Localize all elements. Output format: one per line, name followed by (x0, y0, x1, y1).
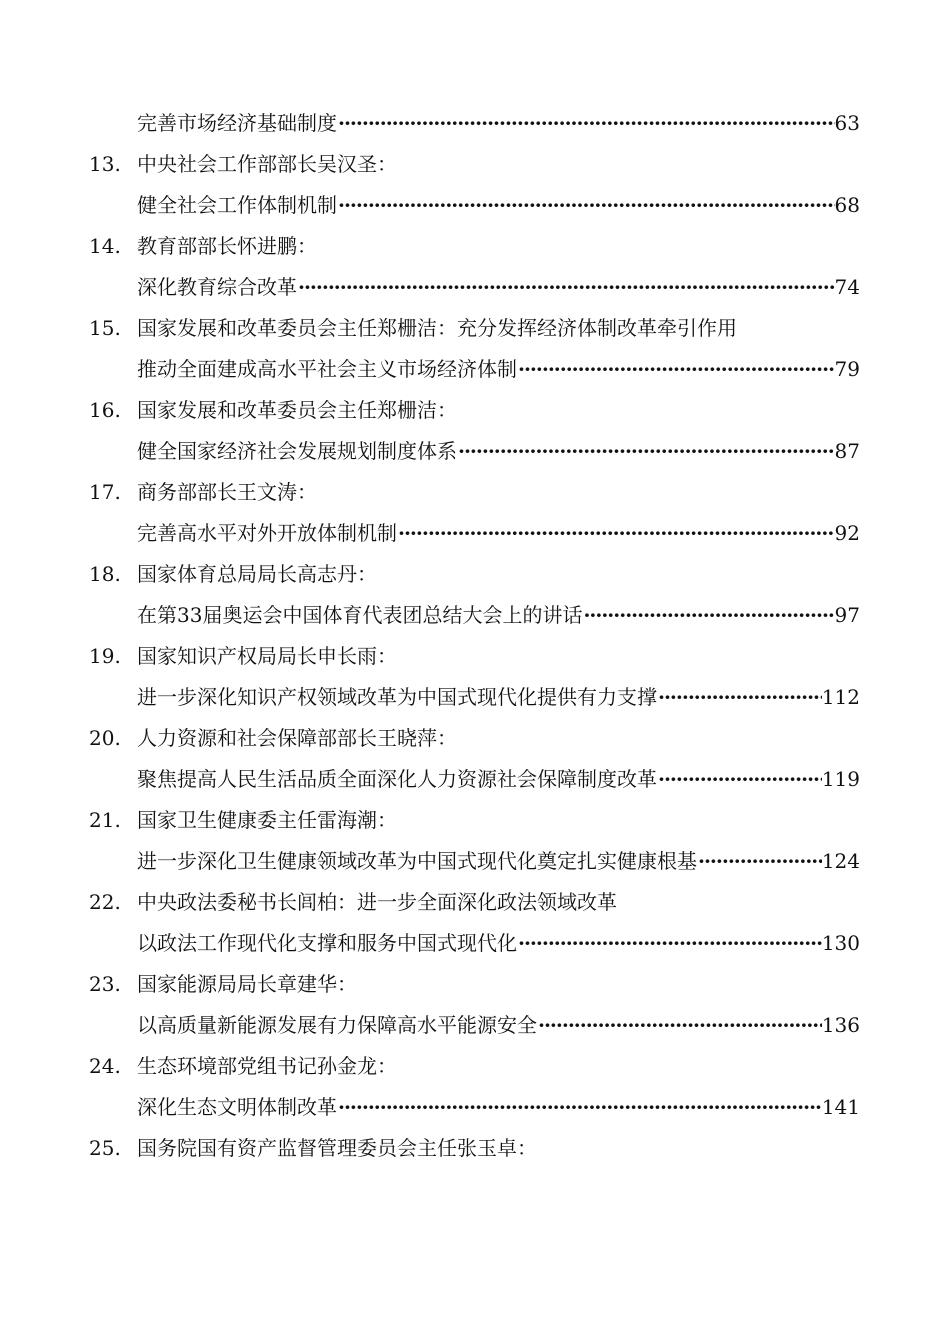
page-number: 63 (834, 111, 860, 135)
entry-author: 国家发展和改革委员会主任郑栅洁：充分发挥经济体制改革牵引作用 (137, 316, 737, 340)
toc-entry-title-line (137, 928, 860, 958)
toc-entry-title-line (137, 108, 860, 138)
entry-title: 完善高水平对外开放体制机制 (137, 521, 397, 545)
entry-number: 14. (89, 234, 121, 258)
page-number: 68 (834, 193, 860, 217)
page-number: 130 (821, 931, 860, 955)
entry-number: 17. (89, 480, 121, 504)
toc-entry-title-line (137, 600, 860, 630)
toc-entry-heading (89, 477, 849, 507)
dot-leader (537, 1010, 822, 1040)
dot-leader (517, 928, 822, 958)
entry-author: 中央社会工作部部长吴汉圣： (137, 152, 397, 176)
page-number: 136 (821, 1013, 860, 1037)
toc-entry-heading (89, 1133, 849, 1163)
toc-entry-heading (89, 805, 849, 835)
page-number: 119 (821, 767, 860, 791)
page-number: 87 (834, 439, 860, 463)
page-number: 97 (834, 603, 860, 627)
entry-number: 13. (89, 152, 121, 176)
dot-leader (517, 354, 835, 384)
dot-leader (337, 1092, 822, 1122)
entry-author: 人力资源和社会保障部部长王晓萍： (137, 726, 457, 750)
toc-entry-title-line (137, 190, 860, 220)
dot-leader (657, 764, 822, 794)
entry-author: 国家发展和改革委员会主任郑栅洁： (137, 398, 457, 422)
toc-entry-title-line (137, 682, 860, 712)
entry-author: 国家卫生健康委主任雷海潮： (137, 808, 397, 832)
toc-entry-title-line (137, 518, 860, 548)
toc-entry-heading (89, 969, 849, 999)
toc-entry-heading (89, 641, 849, 671)
page-number: 92 (834, 521, 860, 545)
entry-author: 生态环境部党组书记孙金龙： (137, 1054, 397, 1078)
dot-leader (697, 846, 822, 876)
entry-author: 商务部部长王文涛： (137, 480, 317, 504)
entry-title: 在第33届奥运会中国体育代表团总结大会上的讲话 (137, 603, 583, 627)
entry-title: 推动全面建成高水平社会主义市场经济体制 (137, 357, 517, 381)
entry-title: 以政法工作现代化支撑和服务中国式现代化 (137, 931, 517, 955)
dot-leader (297, 272, 835, 302)
toc-entry-heading (89, 559, 849, 589)
entry-number: 24. (89, 1054, 121, 1078)
entry-number: 25. (89, 1136, 121, 1160)
entry-number: 23. (89, 972, 121, 996)
entry-number: 16. (89, 398, 121, 422)
entry-title: 以高质量新能源发展有力保障高水平能源安全 (137, 1013, 537, 1037)
entry-author: 国家能源局局长章建华： (137, 972, 357, 996)
entry-author: 国家知识产权局局长申长雨： (137, 644, 397, 668)
entry-title: 深化生态文明体制改革 (137, 1095, 337, 1119)
dot-leader (657, 682, 822, 712)
toc-entry-heading (89, 887, 849, 917)
toc-entry-title-line (137, 354, 860, 384)
toc-entry-heading (89, 313, 849, 343)
dot-leader (457, 436, 835, 466)
entry-number: 22. (89, 890, 121, 914)
dot-leader (582, 600, 834, 630)
entry-title: 进一步深化卫生健康领域改革为中国式现代化奠定扎实健康根基 (137, 849, 697, 873)
entry-author: 教育部部长怀进鹏： (137, 234, 317, 258)
page-number: 124 (821, 849, 860, 873)
page-number: 112 (821, 685, 860, 709)
toc-entry-heading (89, 723, 849, 753)
entry-number: 18. (89, 562, 121, 586)
toc-entry-title-line (137, 1010, 860, 1040)
entry-title: 完善市场经济基础制度 (137, 111, 337, 135)
entry-number: 20. (89, 726, 121, 750)
entry-number: 19. (89, 644, 121, 668)
entry-author: 国家体育总局局长高志丹： (137, 562, 377, 586)
toc-entry-title-line (137, 1092, 860, 1122)
page-number: 74 (834, 275, 860, 299)
dot-leader (397, 518, 835, 548)
entry-author: 中央政法委秘书长闾柏：进一步全面深化政法领域改革 (137, 890, 617, 914)
entry-title: 进一步深化知识产权领域改革为中国式现代化提供有力支撑 (137, 685, 657, 709)
toc-entry-title-line (137, 764, 860, 794)
page-number: 141 (821, 1095, 860, 1119)
toc-entry-heading (89, 149, 849, 179)
dot-leader (337, 108, 835, 138)
entry-title: 深化教育综合改革 (137, 275, 297, 299)
dot-leader (337, 190, 835, 220)
entry-title: 健全社会工作体制机制 (137, 193, 337, 217)
entry-number: 15. (89, 316, 121, 340)
toc-entry-title-line (137, 846, 860, 876)
toc-entry-heading (89, 1051, 849, 1081)
page-number: 79 (834, 357, 860, 381)
entry-author: 国务院国有资产监督管理委员会主任张玉卓： (137, 1136, 537, 1160)
toc-entry-heading (89, 395, 849, 425)
entry-number: 21. (89, 808, 121, 832)
toc-entry-title-line (137, 436, 860, 466)
entry-title: 健全国家经济社会发展规划制度体系 (137, 439, 457, 463)
toc-entry-heading (89, 231, 849, 261)
entry-title: 聚焦提高人民生活品质全面深化人力资源社会保障制度改革 (137, 767, 657, 791)
toc-entry-title-line (137, 272, 860, 302)
